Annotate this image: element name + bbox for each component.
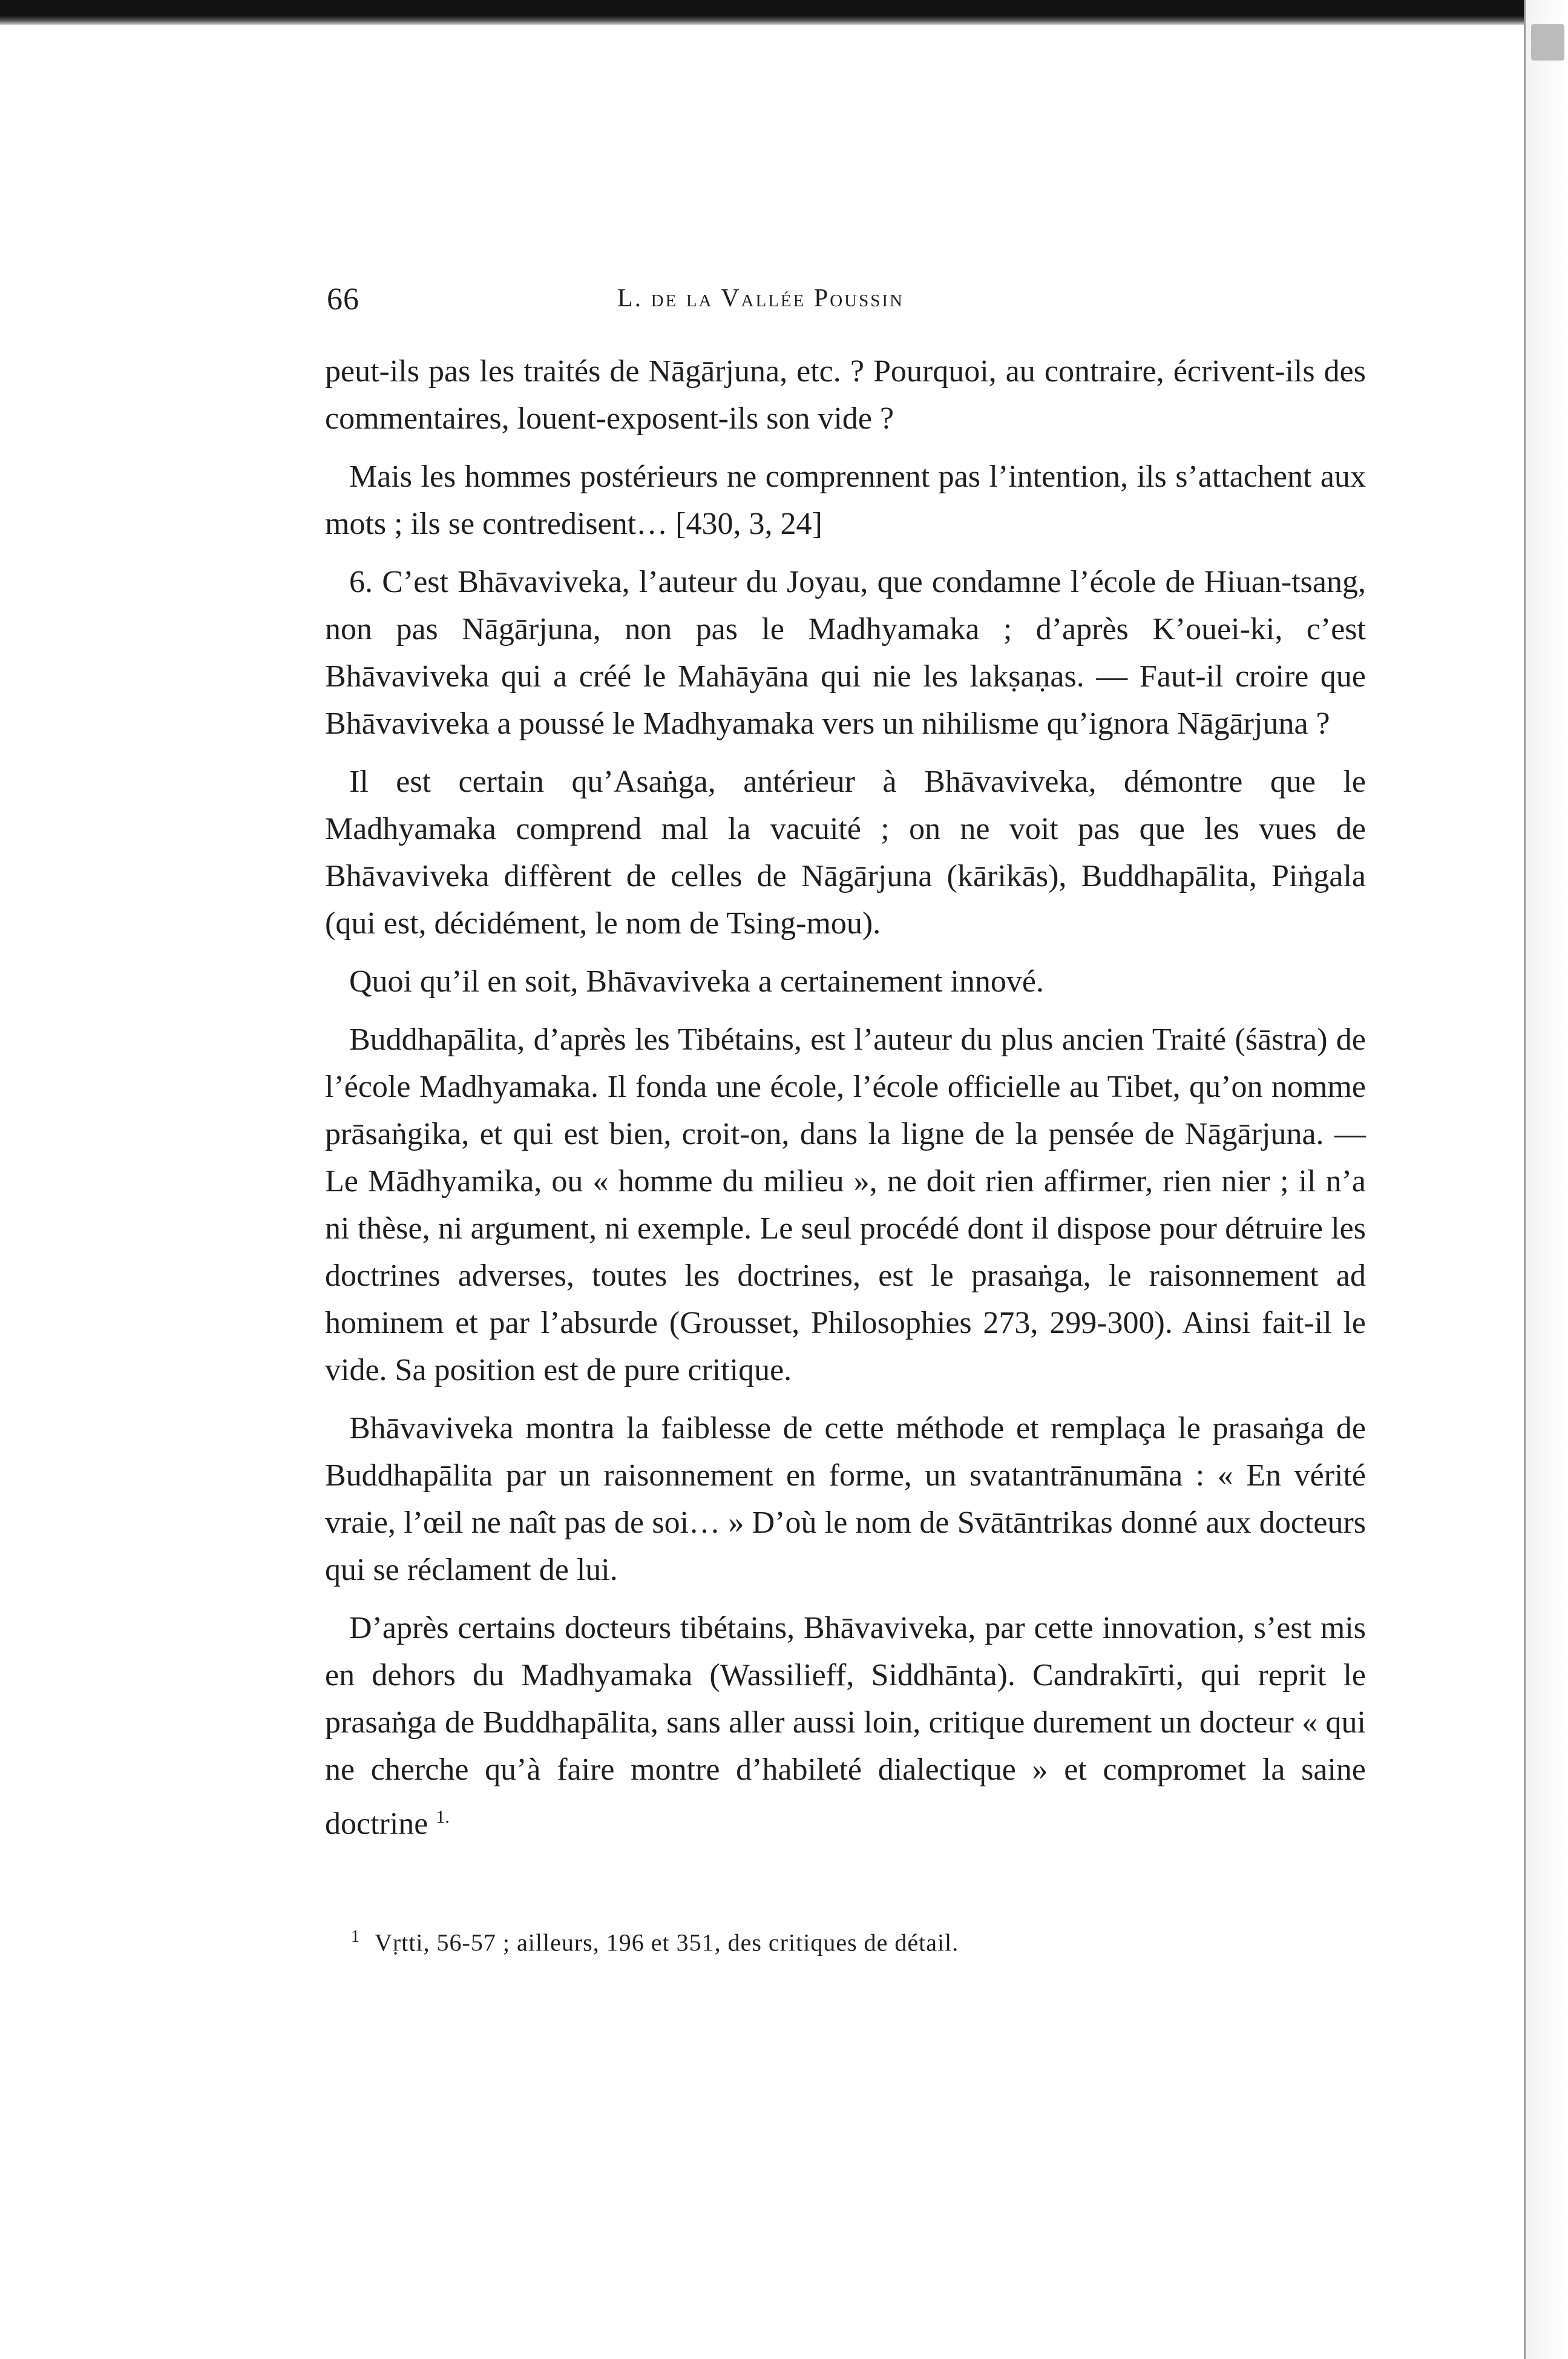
page-number: 66 [327,282,359,317]
scan-top-border [0,0,1568,25]
paragraph: peut-ils pas les traités de Nāgārjuna, etc. ? Pourquoi, au contraire, écrivent-ils des commentaires, louent-exposent-ils son vide ? [325,354,1366,436]
paragraph: Bhāvaviveka montra la faiblesse de cette méthode et remplaça le prasaṅga de Buddhapālita par un raisonnement en forme, un svatantrānumāna : « En vérité vraie, l’œil ne naît pas de soi… » D’où le nom de Svātāntrikas donné aux docteurs qui se réclament de lui. [325,1411,1366,1587]
page-header [327,281,1374,324]
paragraph-text: D’après certains docteurs tibétains, Bhāvaviveka, par cette innovation, s’est mis en dehors du Madhyamaka (Wassilieff, Siddhānta). Candrakīrti, qui reprit le prasaṅga de Buddhapālita, sans aller aussi loin, critique durement un docteur « qui ne cherche qu’à faire montre d’habileté dialectique » et compromet la saine doctrine [325,1611,1366,1841]
scan-edge-mark [1531,24,1564,61]
paragraph-with-footnote [325,1605,1366,1847]
footnote-reference[interactable]: 1. [436,1807,450,1827]
paragraph: Il est certain qu’Asaṅga, antérieur à Bhāvaviveka, démontre que le Madhyamaka comprend mal la vacuité ; on ne voit pas que les vues de Bhāvaviveka diffèrent de celles de Nāgārjuna (kārikās), Buddhapālita, Piṅgala (qui est, décidément, le nom de Tsing-mou). [325,765,1366,941]
body-text [325,348,1366,1858]
paragraph: Mais les hommes postérieurs ne comprennent pas l’intention, ils s’attachent aux mots ; ils se contredisent… [430, 3, 24] [325,459,1366,541]
paragraph: Buddhapālita, d’après les Tibétains, est l’auteur du plus ancien Traité (śāstra) de l’école Madhyamaka. Il fonda une école, l’école officielle au Tibet, qu’on nomme prāsaṅgika, et qui est bien, croit-on, dans la ligne de la pensée de Nāgārjuna. — Le Mādhyamika, ou « homme du milieu », ne doit rien affirmer, rien nier ; il n’a ni thèse, ni argument, ni exemple. Le seul procédé dont il dispose pour détruire les doctrines adverses, toutes les doctrines, est le prasaṅga, le raisonnement ad hominem et par l’absurde (Grousset, Philosophies 273, 299-300). Ainsi fait-il le vide. Sa position est de pure critique. [325,1022,1366,1387]
footnote-text: Vṛtti, 56-57 ; ailleurs, 196 et 351, des critiques de détail. [375,1929,959,1956]
footnote [351,1920,1368,1959]
paragraph: Quoi qu’il en soit, Bhāvaviveka a certainement innové. [349,964,1044,999]
footnote-marker: 1 [351,1927,360,1946]
paragraph: 6. C’est Bhāvaviveka, l’auteur du Joyau, que condamne l’école de Hiuan-tsang, non pas Nāgārjuna, non pas le Madhyamaka ; d’après K’ouei-ki, c’est Bhāvaviveka qui a créé le Mahāyāna qui nie les lakṣaṇas. — Faut-il croire que Bhāvaviveka a poussé le Madhyamaka vers un nihilisme qu’ignora Nāgārjuna ? [325,565,1366,741]
scan-right-edge [1524,0,1568,2359]
running-head: L. de la Vallée Poussin [617,285,904,312]
